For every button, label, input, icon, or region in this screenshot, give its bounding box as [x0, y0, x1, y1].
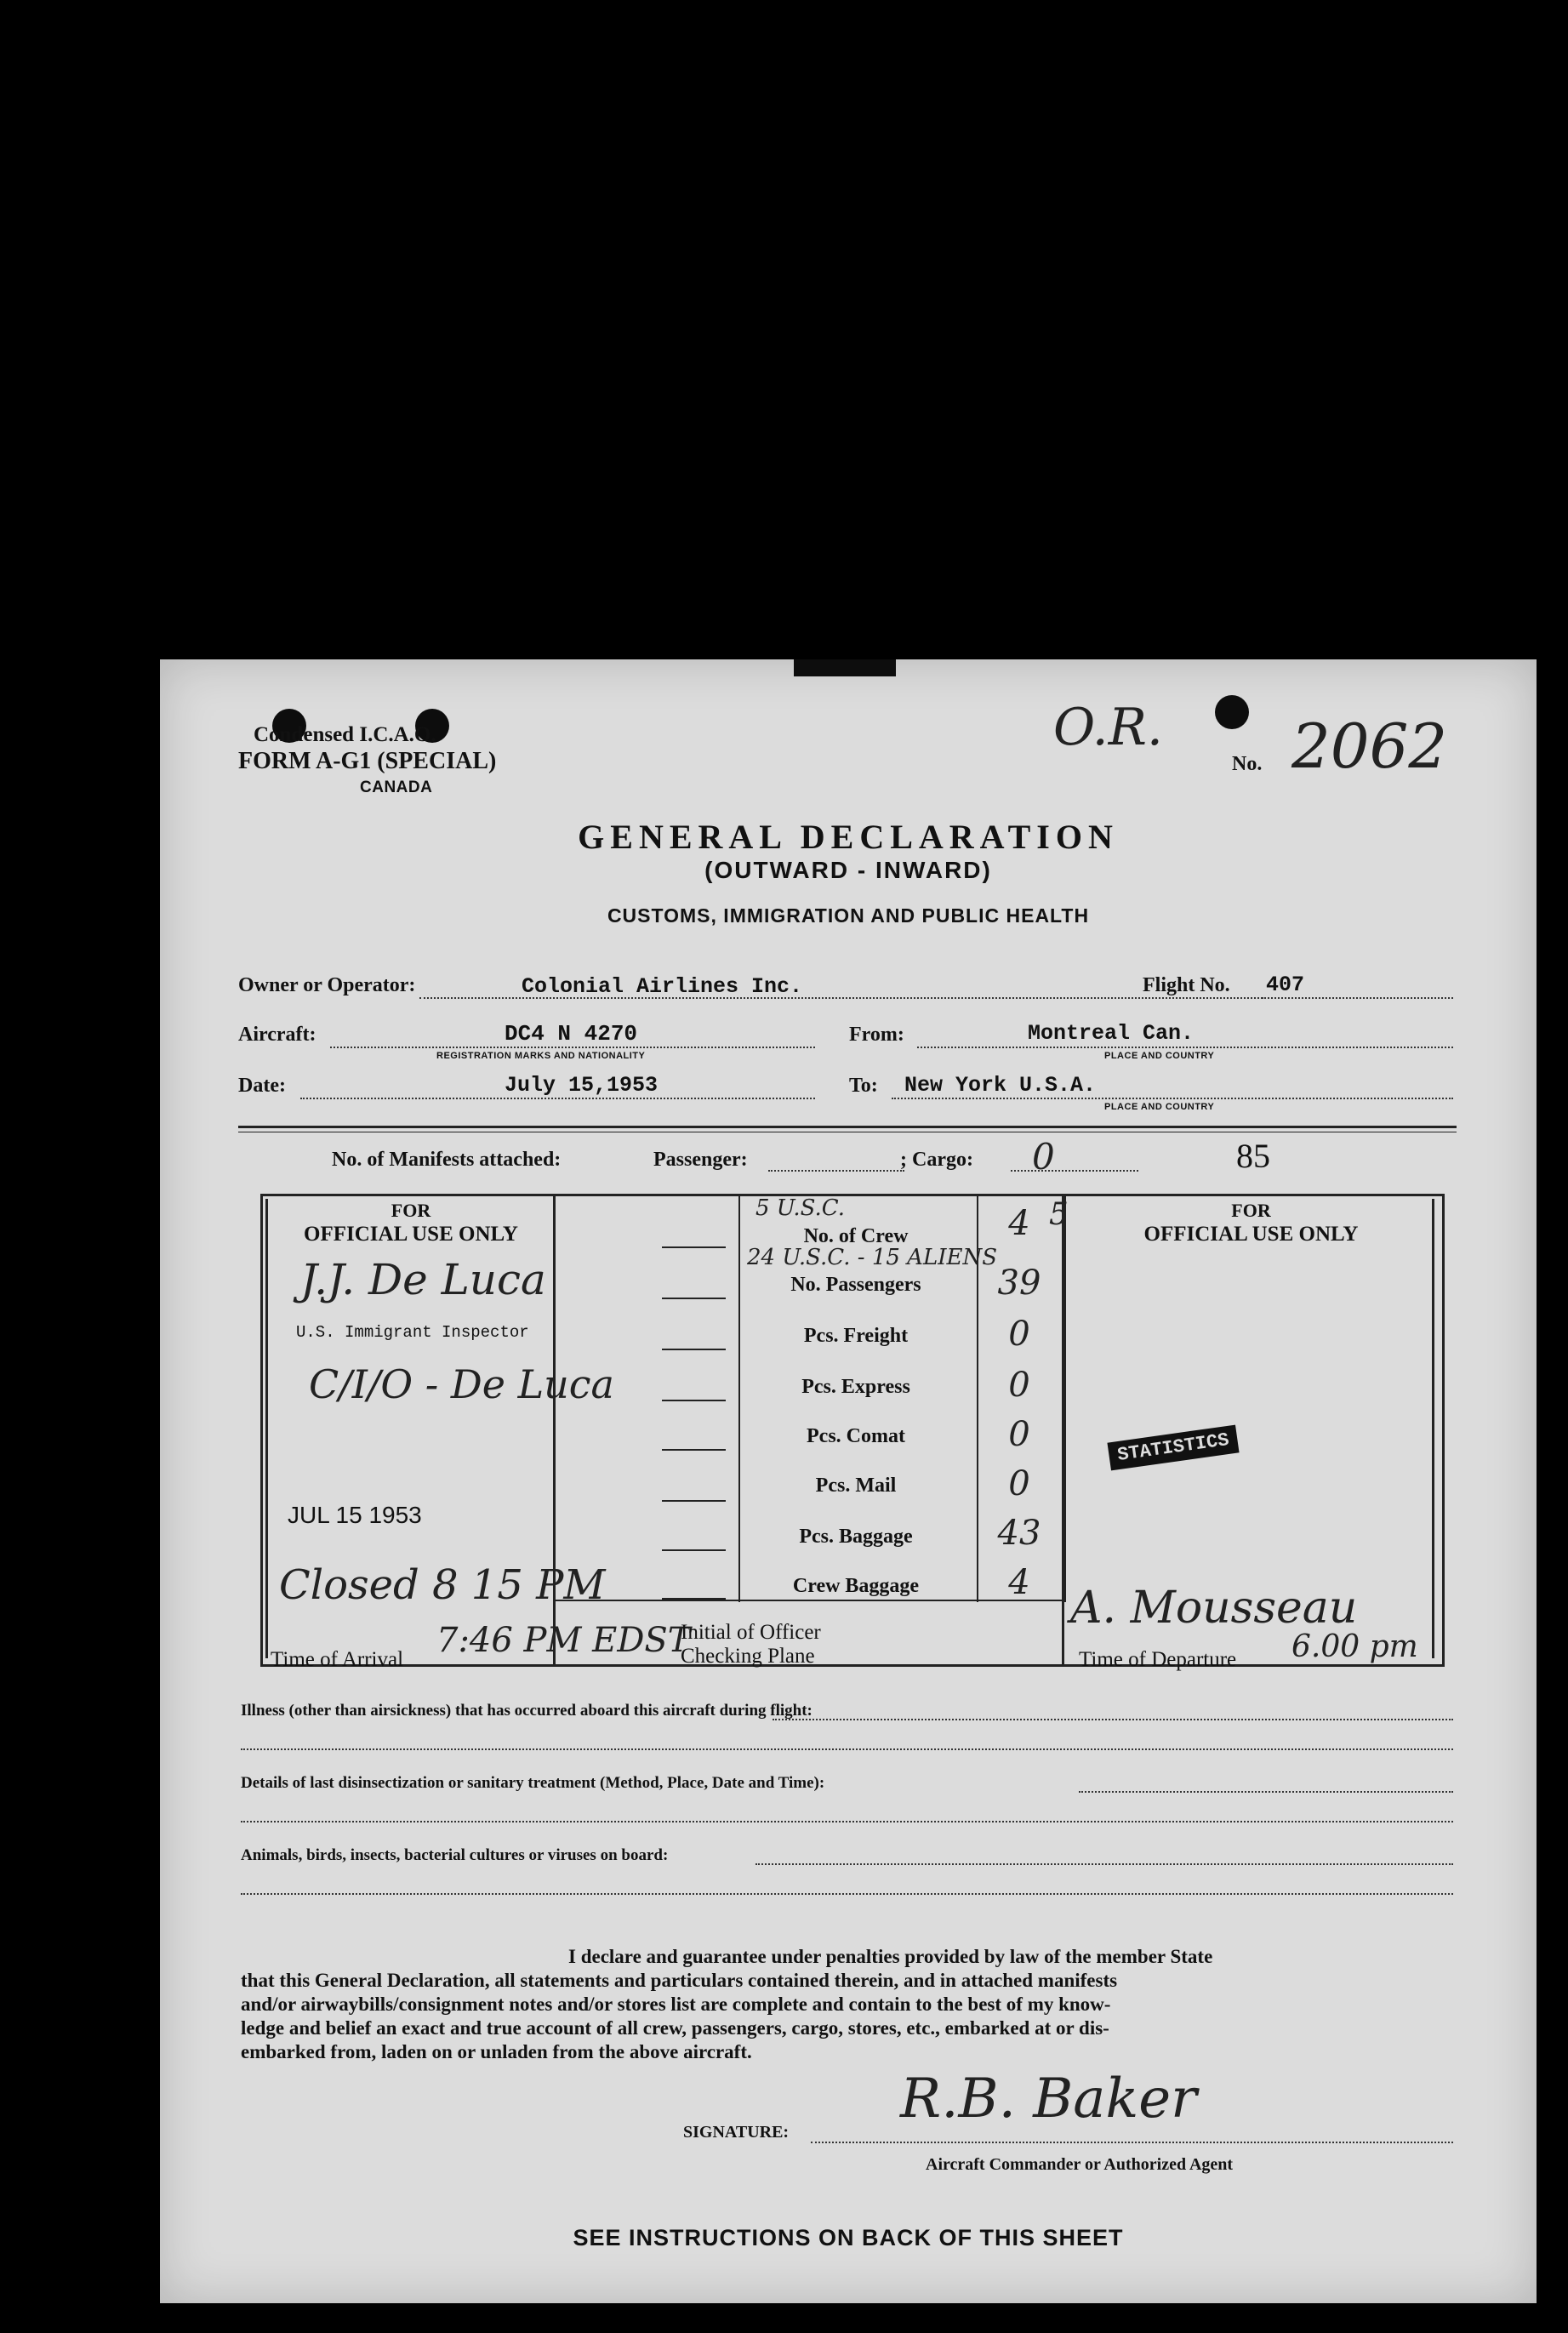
paper-notch — [794, 659, 896, 676]
passenger-line — [768, 1170, 904, 1172]
crew-note: 5 U.S.C. — [755, 1195, 845, 1221]
row-value-comat: 0 — [1008, 1415, 1030, 1454]
number-label: No. — [1232, 753, 1263, 775]
owner-label: Owner or Operator: — [238, 974, 416, 996]
disinsect-line-2 — [241, 1821, 1453, 1822]
row-tick — [662, 1400, 726, 1401]
passenger-note: 24 U.S.C. - 15 ALIENS — [747, 1245, 998, 1270]
row-value-freight: 0 — [1008, 1315, 1030, 1354]
flight-label: Flight No. — [1143, 974, 1230, 996]
from-value: Montreal Can. — [1028, 1021, 1195, 1046]
animals-label: Animals, birds, insects, bacterial cultures or viruses on board: — [241, 1846, 669, 1864]
left-header-1: FOR — [391, 1200, 431, 1221]
right-signature: A. Mousseau — [1070, 1583, 1358, 1634]
illness-line — [773, 1719, 1453, 1720]
declaration-line2: that this General Declaration, all statements and particulars contained therein, and in attached manifests — [241, 1970, 1118, 1991]
row-value-crew-baggage: 4 — [1008, 1563, 1030, 1602]
aircraft-caption: REGISTRATION MARKS AND NATIONALITY — [436, 1051, 646, 1061]
right-header-2: OFFICIAL USE ONLY — [1143, 1223, 1359, 1246]
punch-hole — [1215, 695, 1249, 729]
form-line1: Condensed I.C.A.O. — [254, 723, 436, 746]
left-closed: Closed 8 15 PM — [279, 1561, 606, 1609]
row-label-passengers: No. Passengers — [790, 1274, 921, 1296]
to-value: New York U.S.A. — [904, 1073, 1097, 1098]
statistics-stamp: STATISTICS — [1107, 1425, 1239, 1471]
table-divider — [738, 1194, 740, 1602]
table-divider — [1062, 1194, 1064, 1664]
left-inspector-stamp: U.S. Immigrant Inspector — [296, 1323, 529, 1342]
row-tick — [662, 1298, 726, 1299]
signature-label: SIGNATURE: — [683, 2123, 790, 2142]
initial-label-1: Initial of Officer — [681, 1621, 821, 1644]
departure-label: Time of Departure — [1079, 1648, 1237, 1671]
left-handwritten-2: C/I/O - De Luca — [309, 1361, 614, 1407]
form-title: GENERAL DECLARATION — [578, 818, 1119, 856]
manifests-label: No. of Manifests attached: — [332, 1149, 562, 1171]
animals-line-2 — [241, 1893, 1453, 1895]
animals-line — [755, 1863, 1453, 1865]
row-label-crew-baggage: Crew Baggage — [792, 1575, 920, 1597]
row-tick — [662, 1598, 726, 1600]
row-value-mail: 0 — [1008, 1464, 1030, 1503]
declaration-line3: and/or airwaybills/consignment notes and/or stores list are complete and contain to the best of my know- — [241, 1994, 1111, 2015]
aircraft-label: Aircraft: — [238, 1024, 316, 1046]
to-label: To: — [849, 1075, 878, 1097]
manifests-cargo-value: 0 — [1032, 1136, 1055, 1178]
flight-value: 407 — [1266, 973, 1305, 997]
signature-line — [811, 2142, 1453, 2143]
form-country: CANADA — [360, 779, 433, 796]
cargo-line — [1011, 1170, 1138, 1172]
arrival-label: Time of Arrival — [271, 1648, 404, 1671]
row-label-comat: Pcs. Comat — [807, 1425, 905, 1447]
manifests-passenger-label: Passenger: — [653, 1149, 748, 1171]
disinsect-label: Details of last disinsectization or sanitary treatment (Method, Place, Date and Time): — [241, 1774, 825, 1792]
date-line — [300, 1098, 815, 1099]
illness-line-2 — [241, 1748, 1453, 1750]
declaration-form — [160, 659, 1537, 2303]
signature-value: R.B. Baker — [900, 2068, 1197, 2131]
row-tick — [662, 1500, 726, 1502]
declaration-line5: embarked from, laden on or unladen from the above aircraft. — [241, 2041, 752, 2062]
aircraft-value: DC4 N 4270 — [505, 1021, 638, 1047]
form-direction: (OUTWARD - INWARD) — [704, 857, 992, 883]
signature-role: Aircraft Commander or Authorized Agent — [926, 2155, 1234, 2174]
illness-label: Illness (other than airsickness) that has occurred aboard this aircraft during flight: — [241, 1702, 813, 1720]
row-label-express: Pcs. Express — [801, 1376, 910, 1398]
left-signature: J.J. De Luca — [300, 1255, 546, 1304]
row-label-freight: Pcs. Freight — [803, 1325, 909, 1347]
row-value-express: 0 — [1008, 1366, 1030, 1405]
date-value: July 15,1953 — [505, 1073, 659, 1098]
row-value-crew: 4 — [1008, 1204, 1030, 1243]
row-label-baggage: Pcs. Baggage — [799, 1526, 913, 1548]
to-caption: PLACE AND COUNTRY — [1104, 1102, 1215, 1112]
aircraft-line — [330, 1047, 815, 1048]
number-value: 2062 — [1291, 710, 1448, 782]
declaration-line4: ledge and belief an exact and true account of all crew, passengers, cargo, stores, etc., embarked at or dis- — [241, 2017, 1109, 2039]
from-label: From: — [849, 1024, 904, 1046]
table-inner-border — [265, 1199, 268, 1658]
divider — [238, 1126, 1457, 1128]
declaration-line1: I declare and guarantee under penalties provided by law of the member State — [568, 1946, 1213, 1967]
row-value-baggage: 43 — [997, 1514, 1041, 1553]
row-tick — [662, 1549, 726, 1551]
from-caption: PLACE AND COUNTRY — [1104, 1051, 1215, 1061]
handwritten-ref: O.R. — [1053, 698, 1163, 757]
table-inner-border — [1432, 1199, 1434, 1658]
manifests-cargo-label: ; Cargo: — [900, 1149, 973, 1171]
instructions-footer: SEE INSTRUCTIONS ON BACK OF THIS SHEET — [573, 2225, 1124, 2250]
crew-extra: 5 — [1049, 1197, 1069, 1232]
form-subtitle: CUSTOMS, IMMIGRATION AND PUBLIC HEALTH — [607, 904, 1090, 927]
row-tick — [662, 1246, 726, 1248]
to-line — [892, 1098, 1453, 1099]
left-header-2: OFFICIAL USE ONLY — [304, 1223, 518, 1246]
initial-label-2: Checking Plane — [681, 1645, 815, 1668]
manifests-extra: 85 — [1236, 1137, 1270, 1175]
flight-line — [1262, 997, 1453, 999]
row-value-passengers: 39 — [997, 1263, 1041, 1303]
right-header-1: FOR — [1231, 1200, 1271, 1221]
table-divider — [1064, 1194, 1066, 1602]
row-label-crew: No. of Crew — [803, 1225, 909, 1247]
arrival-value: 7:46 PM EDST — [436, 1621, 691, 1660]
row-label-mail: Pcs. Mail — [815, 1475, 897, 1497]
from-line — [917, 1047, 1453, 1048]
row-tick — [662, 1349, 726, 1350]
date-label: Date: — [238, 1075, 286, 1097]
form-line2: FORM A-G1 (SPECIAL) — [238, 748, 497, 774]
owner-value: Colonial Airlines Inc. — [522, 974, 803, 999]
left-date-stamp: JUL 15 1953 — [288, 1502, 422, 1528]
row-tick — [662, 1449, 726, 1451]
disinsect-line — [1079, 1791, 1453, 1793]
departure-value: 6.00 pm — [1291, 1629, 1418, 1664]
